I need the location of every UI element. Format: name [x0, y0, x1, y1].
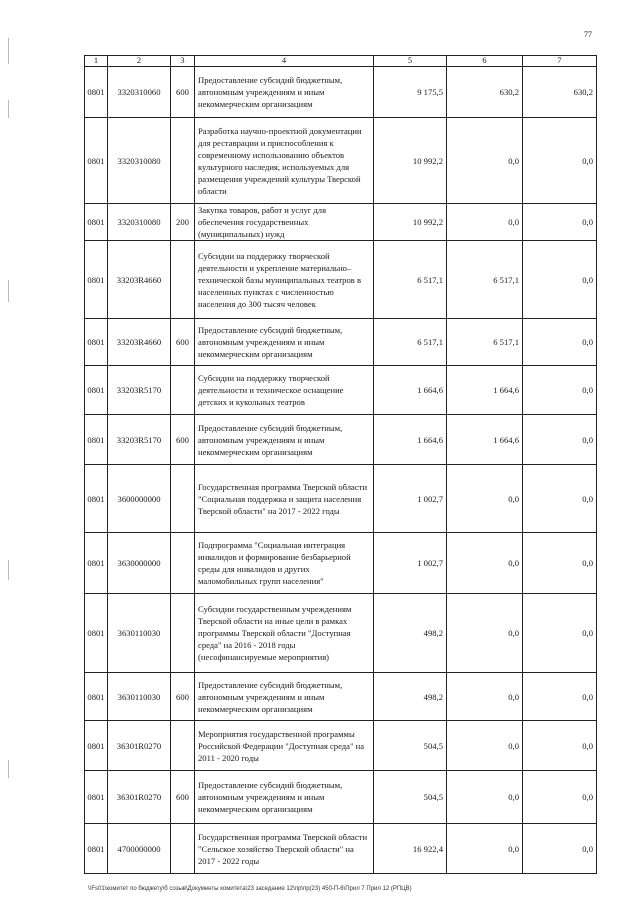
amount-col7: 0,0: [523, 594, 597, 673]
amount-col5: 498,2: [374, 673, 447, 721]
table-row: [85, 366, 597, 415]
item-name: Предоставление субсидий бюджетным, автономным учреждениям и иным некоммерческим организациям: [195, 67, 374, 118]
section-code: 0801: [85, 673, 108, 721]
amount-col5: 10 992,2: [374, 118, 447, 204]
table-row: [85, 204, 597, 241]
amount-col5: 504,5: [374, 771, 447, 824]
item-name: Подпрограмма "Социальная интеграция инвалидов и формирование безбарьерной среды для инвалидов и других маломобильных групп населения": [195, 533, 374, 594]
amount-col5: 1 664,6: [374, 415, 447, 465]
amount-col7: 0,0: [523, 721, 597, 771]
item-name: Предоставление субсидий бюджетным, автономным учреждениям и иным некоммерческим организациям: [195, 319, 374, 366]
scan-mark: [8, 280, 9, 302]
table-row: [85, 118, 597, 204]
amount-col5: 1 002,7: [374, 533, 447, 594]
file-path-footer: \\Fs01\комитет по бюджету\б созыв\Документы комитета\23 заседание 12\пр\пр(23) 450-П-6\Прил 7 Прил 12 (РПЦВ): [88, 886, 412, 892]
amount-col7: 630,2: [523, 67, 597, 118]
table-header-row: [85, 56, 597, 67]
amount-col6: 1 664,6: [447, 415, 523, 465]
amount-col6: 0,0: [447, 721, 523, 771]
expense-type-code: [171, 594, 195, 673]
item-name: Субсидии государственным учреждениям Тверской области на иные цели в рамках программы Тверской области "Доступная среда" на 2016 - 2018 годы (несофинансируемые мероприятия): [195, 594, 374, 673]
expense-type-code: [171, 118, 195, 204]
expense-type-code: [171, 721, 195, 771]
target-code: 3630110030: [108, 594, 171, 673]
table-row: [85, 673, 597, 721]
item-name: Закупка товаров, работ и услуг для обеспечения государственных (муниципальных) нужд: [195, 204, 374, 241]
section-code: 0801: [85, 118, 108, 204]
section-code: 0801: [85, 204, 108, 241]
item-name: Предоставление субсидий бюджетным, автономным учреждениям и иным некоммерческим организациям: [195, 415, 374, 465]
amount-col5: 498,2: [374, 594, 447, 673]
header-cell: 3: [171, 56, 195, 67]
amount-col6: 0,0: [447, 824, 523, 874]
section-code: 0801: [85, 533, 108, 594]
section-code: 0801: [85, 594, 108, 673]
amount-col5: 10 992,2: [374, 204, 447, 241]
section-code: 0801: [85, 465, 108, 533]
amount-col6: 0,0: [447, 594, 523, 673]
target-code: 3320310060: [108, 67, 171, 118]
amount-col6: 6 517,1: [447, 241, 523, 319]
item-name: Разработка научно-проектной документации для реставрации и приспособления к современному использованию объектов культурного наследия, используемых для размещения учреждений культуры Тверской области: [195, 118, 374, 204]
header-cell: 7: [523, 56, 597, 67]
item-name: Государственная программа Тверской области "Сельское хозяйство Тверской области" на 2017 - 2022 годы: [195, 824, 374, 874]
item-name: Субсидии на поддержку творческой деятельности и укрепление материально–технической базы муниципальных театров в населенных пунктах с численностью населения до 300 тысяч человек: [195, 241, 374, 319]
amount-col5: 504,5: [374, 721, 447, 771]
target-code: 33203R5170: [108, 366, 171, 415]
target-code: 3600000000: [108, 465, 171, 533]
target-code: 33203R5170: [108, 415, 171, 465]
budget-table: [84, 55, 597, 874]
item-name: Субсидии на поддержку творческой деятельности и техническое оснащение детских и кукольных театров: [195, 366, 374, 415]
amount-col7: 0,0: [523, 118, 597, 204]
table-row: [85, 415, 597, 465]
expense-type-code: 600: [171, 67, 195, 118]
item-name: Предоставление субсидий бюджетным, автономным учреждениям и иным некоммерческим организациям: [195, 673, 374, 721]
amount-col5: 9 175,5: [374, 67, 447, 118]
amount-col7: 0,0: [523, 366, 597, 415]
expense-type-code: 200: [171, 204, 195, 241]
target-code: 33203R4660: [108, 241, 171, 319]
target-code: 3630000000: [108, 533, 171, 594]
target-code: 36301R0270: [108, 721, 171, 771]
header-cell: 5: [374, 56, 447, 67]
amount-col5: 6 517,1: [374, 241, 447, 319]
amount-col6: 0,0: [447, 771, 523, 824]
scan-mark: [8, 560, 9, 580]
section-code: 0801: [85, 366, 108, 415]
amount-col6: 0,0: [447, 673, 523, 721]
expense-type-code: [171, 533, 195, 594]
item-name: Мероприятия государственной программы Российской Федерации "Доступная среда" на 2011 - 2020 годы: [195, 721, 374, 771]
amount-col5: 1 002,7: [374, 465, 447, 533]
scan-mark: [8, 38, 9, 64]
target-code: 33203R4660: [108, 319, 171, 366]
section-code: 0801: [85, 721, 108, 771]
page-number: 77: [584, 30, 592, 39]
section-code: 0801: [85, 771, 108, 824]
amount-col6: 0,0: [447, 533, 523, 594]
table-row: [85, 319, 597, 366]
amount-col7: 0,0: [523, 415, 597, 465]
amount-col7: 0,0: [523, 204, 597, 241]
item-name: Предоставление субсидий бюджетным, автономным учреждениям и иным некоммерческим организациям: [195, 771, 374, 824]
expense-type-code: 600: [171, 319, 195, 366]
section-code: 0801: [85, 824, 108, 874]
amount-col7: 0,0: [523, 673, 597, 721]
target-code: 3320310080: [108, 204, 171, 241]
header-cell: 6: [447, 56, 523, 67]
table-row: [85, 721, 597, 771]
amount-col5: 1 664,6: [374, 366, 447, 415]
amount-col7: 0,0: [523, 824, 597, 874]
table-row: [85, 465, 597, 533]
scan-mark: [8, 100, 9, 118]
item-name: Государственная программа Тверской области "Социальная поддержка и защита населения Тверской области" на 2017 - 2022 годы: [195, 465, 374, 533]
amount-col7: 0,0: [523, 533, 597, 594]
expense-type-code: 600: [171, 771, 195, 824]
expense-type-code: 600: [171, 415, 195, 465]
header-cell: 1: [85, 56, 108, 67]
target-code: 4700000000: [108, 824, 171, 874]
amount-col7: 0,0: [523, 771, 597, 824]
expense-type-code: [171, 824, 195, 874]
section-code: 0801: [85, 67, 108, 118]
amount-col6: 0,0: [447, 465, 523, 533]
section-code: 0801: [85, 415, 108, 465]
amount-col7: 0,0: [523, 319, 597, 366]
expense-type-code: [171, 465, 195, 533]
expense-type-code: [171, 241, 195, 319]
target-code: 36301R0270: [108, 771, 171, 824]
expense-type-code: [171, 366, 195, 415]
scan-mark: [8, 760, 9, 778]
amount-col6: 630,2: [447, 67, 523, 118]
table-row: [85, 67, 597, 118]
table-row: [85, 241, 597, 319]
table-row: [85, 824, 597, 874]
header-cell: 4: [195, 56, 374, 67]
target-code: 3320310080: [108, 118, 171, 204]
section-code: 0801: [85, 241, 108, 319]
amount-col7: 0,0: [523, 241, 597, 319]
section-code: 0801: [85, 319, 108, 366]
amount-col6: 6 517,1: [447, 319, 523, 366]
table-row: [85, 771, 597, 824]
header-cell: 2: [108, 56, 171, 67]
amount-col5: 16 922,4: [374, 824, 447, 874]
table-row: [85, 533, 597, 594]
expense-type-code: 600: [171, 673, 195, 721]
amount-col6: 1 664,6: [447, 366, 523, 415]
amount-col5: 6 517,1: [374, 319, 447, 366]
amount-col7: 0,0: [523, 465, 597, 533]
table-row: [85, 594, 597, 673]
target-code: 3630110030: [108, 673, 171, 721]
amount-col6: 0,0: [447, 204, 523, 241]
amount-col6: 0,0: [447, 118, 523, 204]
